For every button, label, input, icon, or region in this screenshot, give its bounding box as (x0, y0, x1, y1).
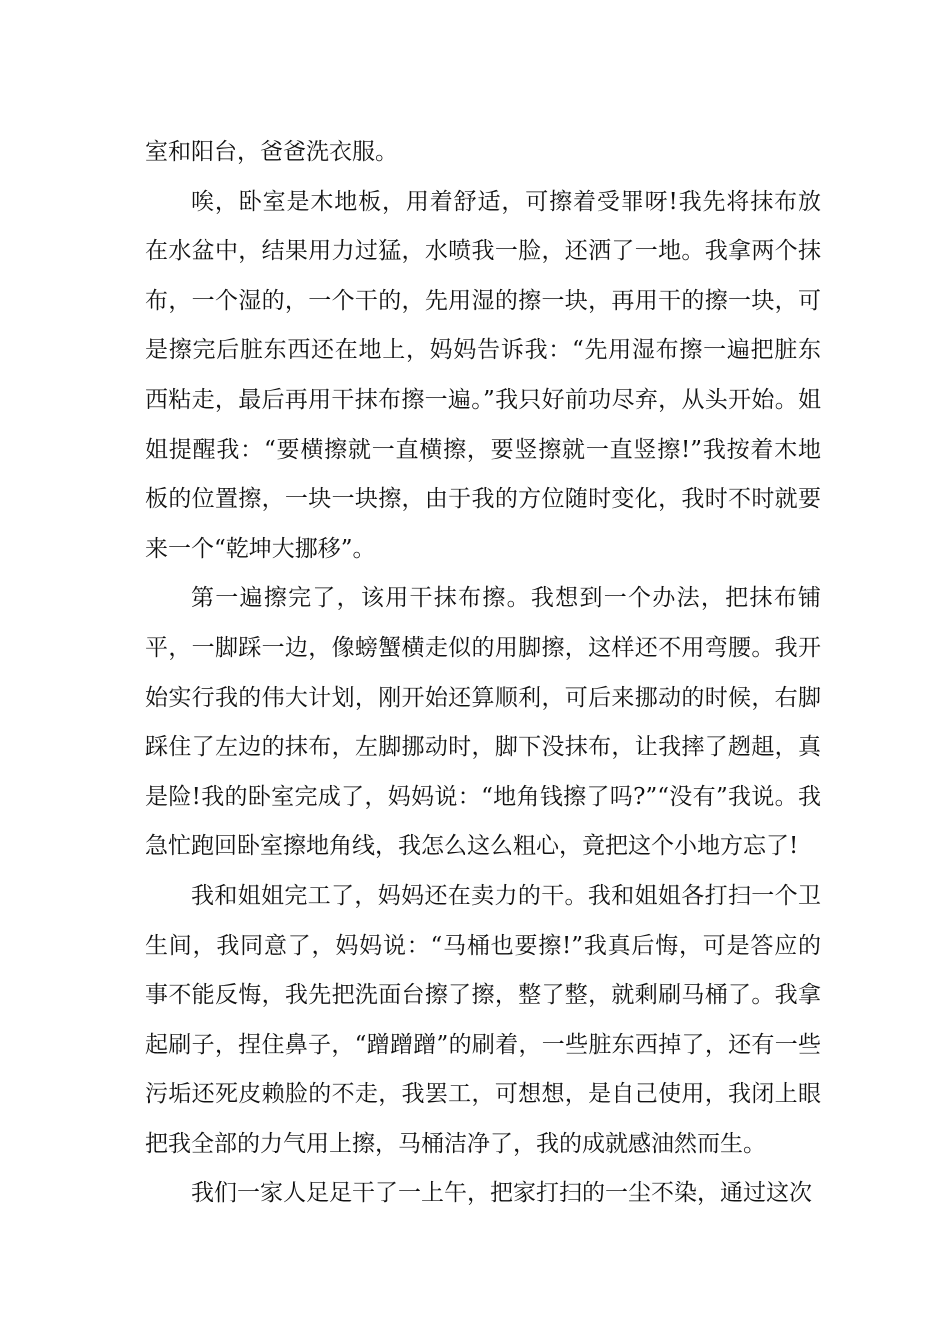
paragraph-1: 室和阳台，爸爸洗衣服。 (145, 139, 398, 165)
paragraph-4: 我和姐姐完工了，妈妈还在卖力的干。我和姐姐各打扫一个卫生间，我同意了，妈妈说：“马桶也要擦!”我真后悔，可是答应的事不能反悔，我先把洗面台擦了擦，整了整，就剩刷马桶了。我拿起刷子，捏住鼻子，“蹭蹭蹭”的刷着，一些脏东西掉了，还有一些污垢还死皮赖脸的不走，我罢工，可想想，是自己使用，我闭上眼把我全部的力气用上擦，马桶洁净了，我的成就感油然而生。 (145, 882, 821, 1157)
paragraph-5: 我们一家人足足干了一上午，把家打扫的一尘不染，通过这次 (191, 1180, 812, 1207)
paragraph-3: 第一遍擦完了，该用干抹布擦。我想到一个办法，把抹布铺平，一脚踩一边，像螃蟹横走似的用脚擦，这样还不用弯腰。我开始实行我的伟大计划，刚开始还算顺利，可后来挪动的时候，右脚踩住了左边的抹布，左脚挪动时，脚下没抹布，让我摔了趔趄，真是险!我的卧室完成了，妈妈说：“地角钱擦了吗?”“没有”我说。我急忙跑回卧室擦地角线，我怎么这么粗心，竟把这个小地方忘了! (145, 585, 821, 860)
document-body (145, 128, 821, 1219)
paragraph-2: 唉，卧室是木地板，用着舒适，可擦着受罪呀!我先将抹布放在水盆中，结果用力过猛，水喷我一脸，还洒了一地。我拿两个抹布，一个湿的，一个干的，先用湿的擦一块，再用干的擦一块，可是擦完后脏东西还在地上，妈妈告诉我：“先用湿布擦一遍把脏东西粘走，最后再用干抹布擦一遍。”我只好前功尽弃，从头开始。姐姐提醒我：“要横擦就一直横擦，要竖擦就一直竖擦!”我按着木地板的位置擦，一块一块擦，由于我的方位随时变化，我时不时就要来一个“乾坤大挪移”。 (145, 188, 821, 562)
